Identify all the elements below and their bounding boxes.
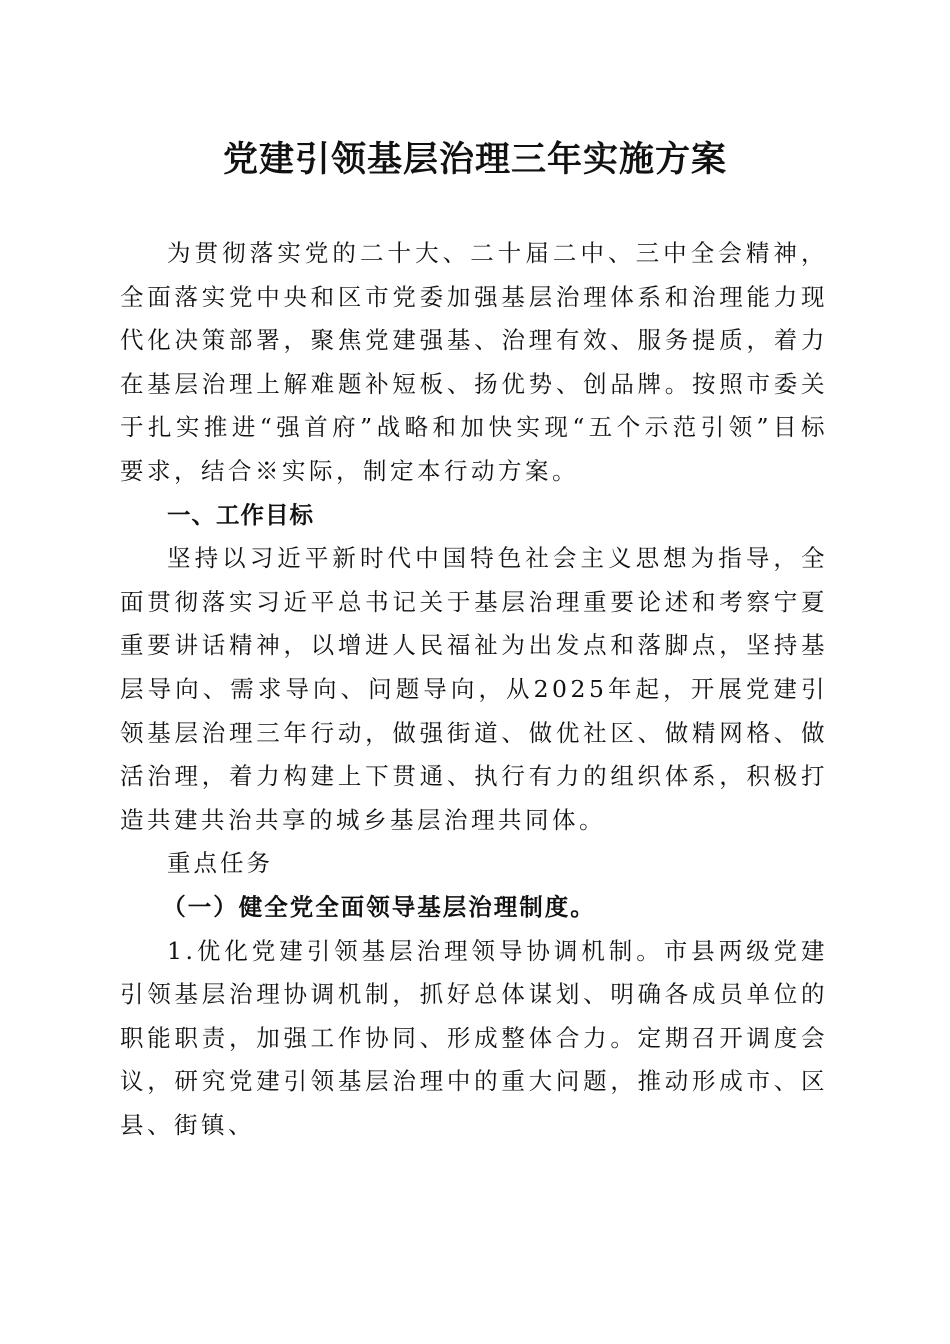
- document-title: 党建引领基层治理三年实施方案: [222, 140, 727, 180]
- document-body: [120, 232, 828, 1147]
- key-tasks-label: 重点任务: [167, 849, 273, 878]
- intro-paragraph: 为贯彻落实党的二十大、二十届二中、三中全会精神，全面落实党中央和区市党委加强基层治理体系和治理能力现代化决策部署，聚焦党建强基、治理有效、服务提质，着力在基层治理上解难题补短板、扬优势、创品牌。按照市委关于扎实推进“强首府”战略和加快实现“五个示范引领”目标要求，结合※实际，制定本行动方案。: [120, 239, 828, 485]
- subsection-heading-1: （一）健全党全面领导基层治理制度。: [162, 892, 596, 921]
- item-1-paragraph: 1.优化党建引领基层治理领导协调机制。市县两级党建引领基层治理协调机制，抓好总体谋划、明确各成员单位的职能职责，加强工作协同、形成整体合力。定期召开调度会议，研究党建引领基层治理中的重大问题，推动形成市、区县、街镇、: [120, 936, 828, 1139]
- goals-paragraph: 坚持以习近平新时代中国特色社会主义思想为指导，全面贯彻落实习近平总书记关于基层治理重要论述和考察宁夏重要讲话精神，以增进人民福祉为出发点和落脚点，坚持基层导向、需求导向、问题导向，从2025年起，开展党建引领基层治理三年行动，做强街道、做优社区、做精网格、做活治理，着力构建上下贯通、执行有力的组织体系，积极打造共建共治共享的城乡基层治理共同体。: [120, 544, 828, 834]
- section-heading-goals: 一、工作目标: [167, 500, 314, 529]
